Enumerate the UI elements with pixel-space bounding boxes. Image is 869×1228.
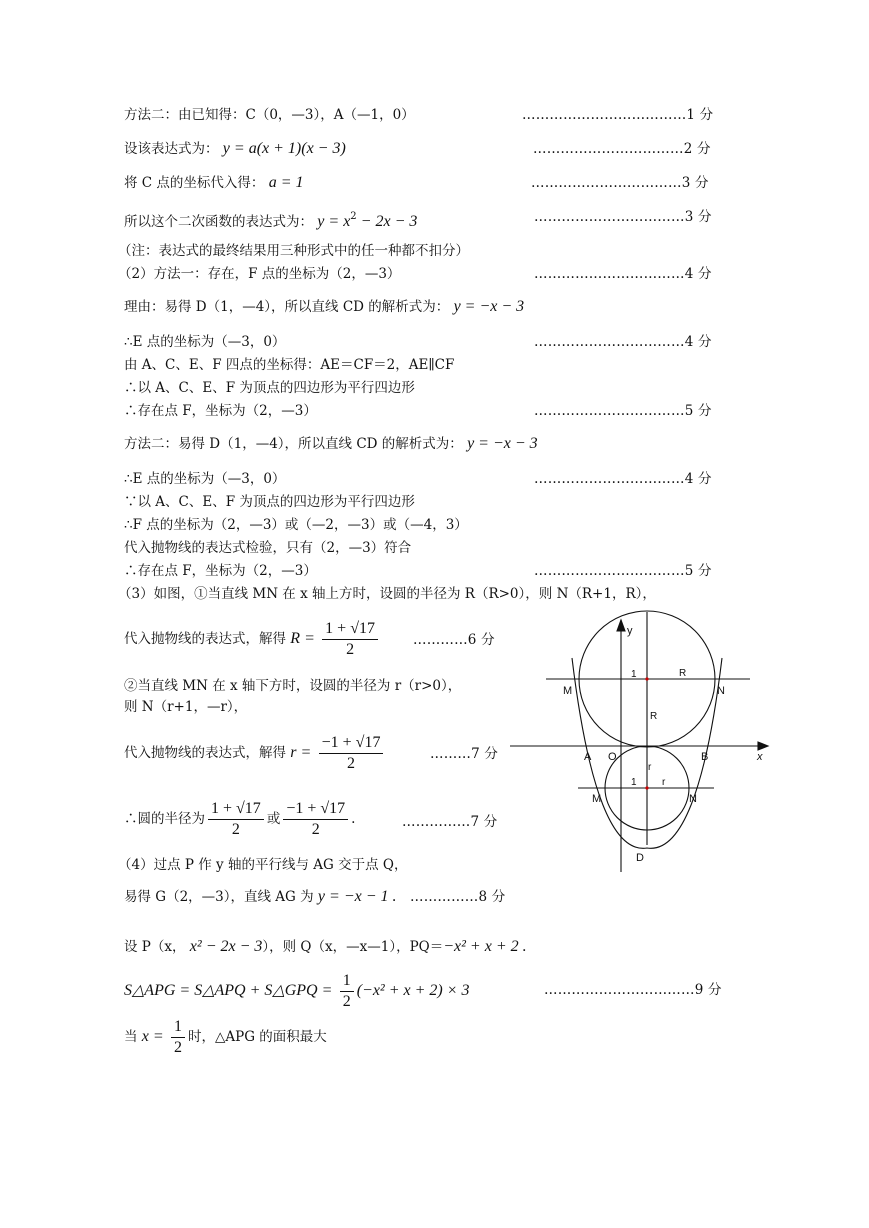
- assume-formula: y = a(x + 1)(x − 3): [222, 140, 346, 157]
- quadratic-formula-a: y = x: [317, 213, 351, 230]
- R-equals: R =: [290, 630, 315, 647]
- x-axis-label: x: [757, 751, 763, 763]
- r-denominator: 2: [347, 755, 356, 772]
- part2-method1: （2）方法一：存在，F 点的坐标为（2，—3）: [118, 266, 401, 282]
- score-8: ……………8 分: [410, 889, 506, 905]
- r-upper-vertical: R: [650, 711, 658, 722]
- quadratic-label: 所以这个二次函数的表达式为：: [124, 214, 313, 230]
- method2-cd-formula: y = −x − 3: [467, 435, 538, 452]
- n-coordinates-lower: 则 N（r+1，—r），: [124, 699, 248, 715]
- area-tail: (−x² + x + 2) × 3: [356, 982, 470, 999]
- e-coordinates-2: ∴E 点的坐标为（—3，0）: [124, 471, 286, 487]
- radius-result-line: [124, 800, 355, 839]
- below-case-line: ②当直线 MN 在 x 轴下方时，设圆的半径为 r（r>0），: [124, 678, 462, 694]
- part4-intro: （4）过点 P 作 y 轴的平行线与 AG 交于点 Q，: [118, 857, 408, 873]
- half-fraction: [340, 972, 354, 1011]
- substitute-label: 将 C 点的坐标代入得：: [124, 175, 265, 191]
- cd-line-formula: y = −x − 3: [453, 298, 525, 315]
- a-label: A: [584, 751, 592, 763]
- R-denominator: 2: [346, 641, 355, 658]
- score-5a: ……………………………5 分: [534, 403, 712, 419]
- x-den: 2: [174, 1039, 182, 1056]
- b-label: B: [701, 751, 709, 763]
- ag-formula: y = −x − 1 .: [317, 888, 397, 905]
- score-9: ……………………………9 分: [544, 982, 722, 998]
- one-lower-label: 1: [631, 777, 637, 788]
- e-coordinates: ∴E 点的坐标为（—3，0）: [124, 334, 286, 350]
- reason-line: [124, 298, 524, 316]
- area-formula-line: [124, 972, 470, 1011]
- a-equals-1: a = 1: [268, 174, 304, 191]
- half-den: 2: [342, 993, 351, 1010]
- half-num: 1: [340, 972, 354, 992]
- solve-r-label: 代入抛物线的表达式，解得: [124, 745, 286, 761]
- solve-R-line: [124, 620, 381, 659]
- exists-f-line: ∴存在点 F，坐标为（2，—3）: [124, 403, 317, 419]
- quadratic-expression: [124, 208, 417, 231]
- score-4c: ……………………………4 分: [534, 471, 712, 487]
- parabola: [572, 658, 722, 848]
- r-fraction: [319, 734, 384, 773]
- score-2: ……………………………2 分: [533, 141, 711, 157]
- radius-fraction-1: [208, 800, 264, 839]
- assume-label: 设该表达式为：: [124, 141, 219, 157]
- check-line: 代入抛物线的表达式检验，只有（2，—3）符合: [124, 540, 412, 556]
- or-word: 或: [266, 811, 281, 827]
- q-label: ），则 Q（x，—x—1），PQ＝: [262, 939, 444, 955]
- parallelogram-line: ∴以 A、C、E、F 为顶点的四边形为平行四边形: [124, 380, 415, 396]
- x-axis-arrow: [758, 742, 768, 750]
- r-equals: r =: [290, 744, 312, 761]
- reason-label: 理由：易得 D（1，—4），所以直线 CD 的解析式为：: [124, 299, 450, 315]
- solve-R-label: 代入抛物线的表达式，解得: [124, 631, 286, 647]
- solve-r-line: [124, 734, 386, 773]
- x-num: 1: [171, 1018, 185, 1038]
- substitute-c: [124, 174, 304, 192]
- lower-circle: [605, 746, 689, 830]
- y-axis-arrow: [617, 620, 625, 631]
- one-upper-label: 1: [631, 669, 637, 680]
- upper-center-dot: [645, 677, 648, 680]
- R-numerator: 1 + √17: [322, 620, 378, 640]
- radius-num-2: −1 + √17: [283, 800, 348, 820]
- score-7a: ………7 分: [430, 746, 499, 762]
- lower-center-dot: [645, 786, 648, 789]
- R-fraction: [322, 620, 378, 659]
- score-7b: ……………7 分: [402, 814, 498, 830]
- area-sum: S△APG = S△APQ + S△GPQ =: [124, 982, 333, 999]
- score-5b: ……………………………5 分: [534, 563, 712, 579]
- assume-expression: [124, 140, 346, 158]
- pq-expression: −x² + x + 2 .: [443, 938, 527, 955]
- max-area-text: 时，△APG 的面积最大: [188, 1029, 327, 1045]
- score-4a: ……………………………4 分: [534, 266, 712, 282]
- max-area-line: [124, 1018, 327, 1057]
- note-line: （注：表达式的最终结果用三种形式中的任一种都不扣分）: [118, 243, 469, 259]
- f-candidates-line: ∴F 点的坐标为（2，—3）或（—2，—3）或（—4，3）: [124, 517, 468, 533]
- radius-den-2: 2: [311, 821, 320, 838]
- quadratic-formula-b: − 2x − 3: [356, 213, 418, 230]
- n-upper-label: N: [717, 685, 725, 697]
- method2-d-label: 方法二：易得 D（1，—4），所以直线 CD 的解析式为：: [124, 436, 463, 452]
- method2-d-line: [124, 435, 538, 453]
- radius-fraction-2: [283, 800, 348, 839]
- parallelogram-line-2: ∵以 A、C、E、F 为顶点的四边形为平行四边形: [124, 494, 415, 510]
- score-4b: ……………………………4 分: [534, 334, 712, 350]
- d-label: D: [636, 852, 644, 864]
- x-fraction: [171, 1018, 185, 1057]
- y-axis-label: y: [627, 625, 633, 637]
- when-word: 当: [124, 1029, 138, 1045]
- score-6: …………6 分: [413, 632, 495, 648]
- period: .: [351, 811, 356, 827]
- exists-f-line-2: ∴存在点 F，坐标为（2，—3）: [124, 563, 317, 579]
- method2-known-points: 方法二：由已知得：C（0，—3），A（—1，0）: [124, 107, 415, 123]
- score-1: ………………………………1 分: [522, 107, 714, 123]
- score-3b: ……………………………3 分: [534, 209, 712, 225]
- r-lower-horizontal: r: [662, 777, 666, 788]
- x-equals: x =: [141, 1028, 164, 1045]
- r-numerator: −1 + √17: [319, 734, 384, 754]
- p-label: 设 P（x，: [124, 939, 186, 955]
- radius-label: ∴圆的半径为: [124, 811, 205, 827]
- square-sup: 2: [350, 211, 357, 222]
- g-coordinates-line: [124, 888, 397, 906]
- r-upper-horizontal: R: [679, 668, 687, 679]
- upper-circle: [579, 611, 715, 747]
- radius-den-1: 2: [231, 821, 240, 838]
- m-lower-label: M: [592, 793, 602, 805]
- p-q-line: [124, 938, 527, 956]
- radius-num-1: 1 + √17: [208, 800, 264, 820]
- four-points-line: 由 A、C、E、F 四点的坐标得：AE＝CF＝2，AE∥CF: [124, 357, 455, 373]
- n-lower-label: N: [689, 793, 697, 805]
- p-y-expression: x² − 2x − 3: [189, 938, 263, 955]
- o-label: O: [608, 751, 617, 763]
- g-label: 易得 G（2，—3），直线 AG 为: [124, 889, 314, 905]
- r-lower-vertical: r: [648, 762, 652, 773]
- score-3a: ……………………………3 分: [531, 175, 709, 191]
- part3-intro: （3）如图，①当直线 MN 在 x 轴上方时，设圆的半径为 R（R>0），则 N（R+1，R），: [118, 586, 656, 602]
- m-upper-label: M: [563, 685, 573, 697]
